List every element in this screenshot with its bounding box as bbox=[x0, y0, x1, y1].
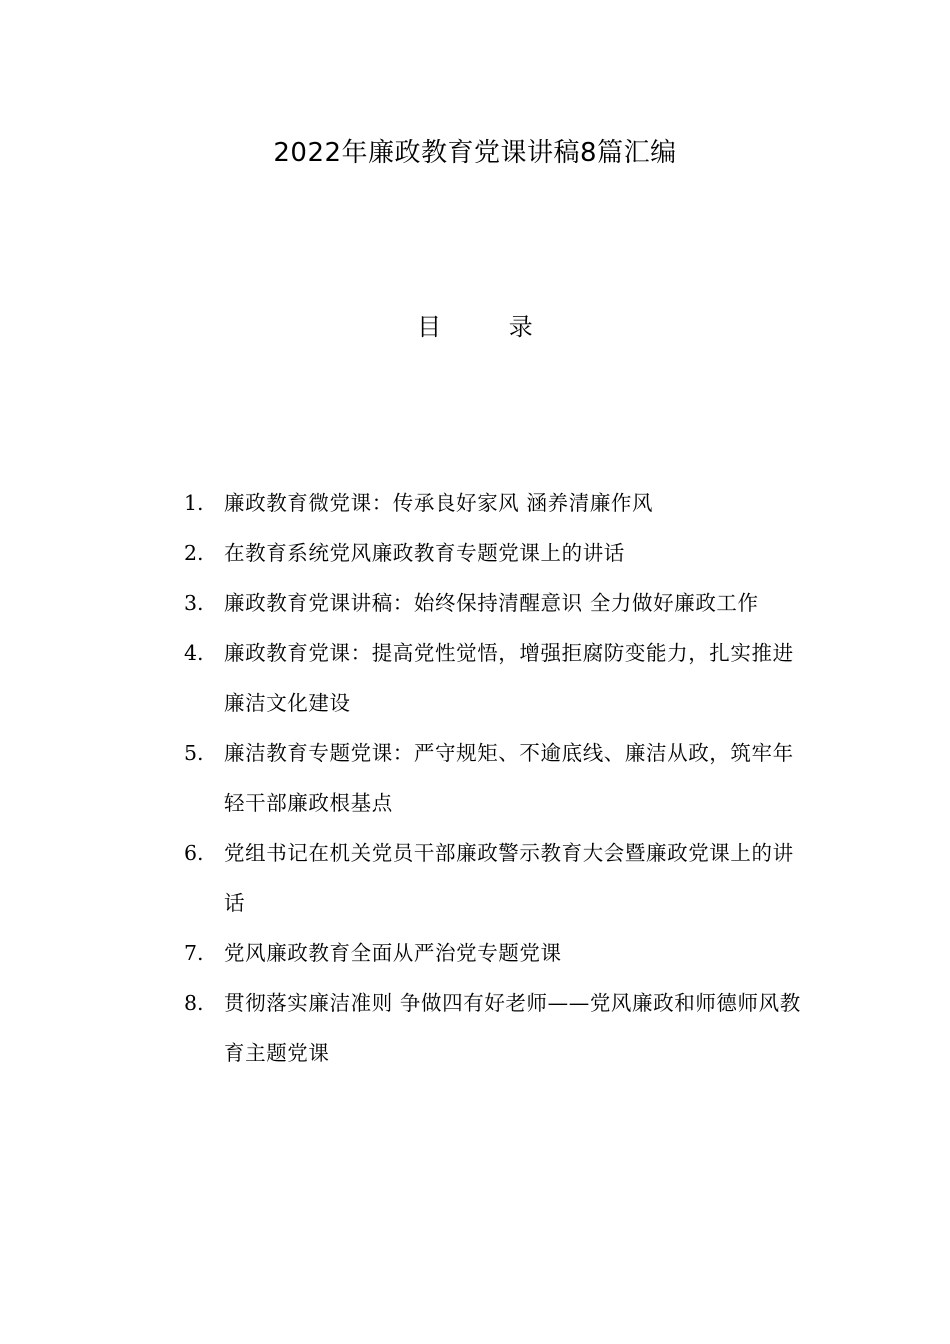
toc-item-title: 党组书记在机关党员干部廉政警示教育大会暨廉政党课上的讲话 bbox=[224, 841, 794, 915]
toc-item-5[interactable] bbox=[184, 728, 814, 828]
toc-item-number: 2. bbox=[184, 541, 204, 565]
toc-item-title: 廉政教育微党课：传承良好家风 涵养清廉作风 bbox=[224, 491, 654, 515]
toc-item-number: 8. bbox=[184, 991, 204, 1015]
toc-item-number: 7. bbox=[184, 941, 204, 965]
document-title: 2022年廉政教育党课讲稿8篇汇编 bbox=[273, 138, 677, 168]
toc-item-title: 在教育系统党风廉政教育专题党课上的讲话 bbox=[224, 541, 625, 565]
toc-heading: 目 录 bbox=[417, 313, 563, 341]
toc-item-7[interactable] bbox=[184, 928, 814, 978]
toc-item-4[interactable] bbox=[184, 628, 814, 728]
toc-item-title: 廉政教育党课讲稿：始终保持清醒意识 全力做好廉政工作 bbox=[224, 591, 759, 615]
toc-item-8[interactable] bbox=[184, 978, 814, 1078]
toc-item-3[interactable] bbox=[184, 578, 814, 628]
toc-item-number: 4. bbox=[184, 641, 204, 665]
toc-item-6[interactable] bbox=[184, 828, 814, 928]
table-of-contents bbox=[184, 478, 814, 1078]
toc-item-number: 3. bbox=[184, 591, 204, 615]
toc-item-2[interactable] bbox=[184, 528, 814, 578]
toc-item-title: 贯彻落实廉洁准则 争做四有好老师——党风廉政和师德师风教育主题党课 bbox=[224, 991, 801, 1065]
toc-item-1[interactable] bbox=[184, 478, 814, 528]
toc-item-number: 1. bbox=[184, 491, 204, 515]
toc-item-title: 廉洁教育专题党课：严守规矩、不逾底线、廉洁从政，筑牢年轻干部廉政根基点 bbox=[224, 741, 794, 815]
toc-item-number: 5. bbox=[184, 741, 204, 765]
toc-item-title: 党风廉政教育全面从严治党专题党课 bbox=[224, 941, 562, 965]
toc-item-title: 廉政教育党课：提高党性觉悟，增强拒腐防变能力，扎实推进廉洁文化建设 bbox=[224, 641, 794, 715]
toc-item-number: 6. bbox=[184, 841, 204, 865]
